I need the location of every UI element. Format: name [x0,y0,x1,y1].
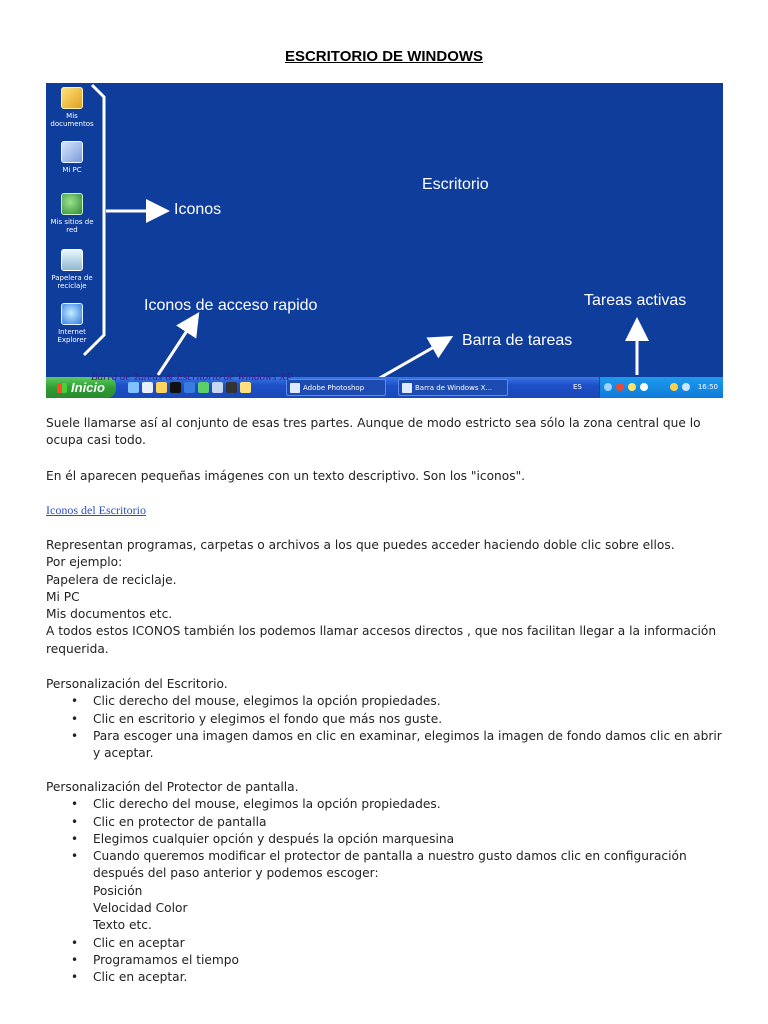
quick-launch-media-icon[interactable] [170,382,181,393]
paragraph-line: Por ejemplo: [46,555,123,570]
section-heading: Personalización del Protector de pantalla. [46,780,299,794]
language-indicator[interactable]: ES [573,383,582,391]
tray-app-icon[interactable] [670,383,678,391]
sub-line: Velocidad Color [93,901,188,916]
arrow-acceso-rapido [158,317,196,375]
windows-flag-icon [57,383,67,393]
label-barra-tareas: Barra de tareas [462,332,573,349]
tray-clock: 16:50 [697,383,718,391]
tray-network-icon[interactable] [604,383,612,391]
list-item: • Programamos el tiempo [93,952,726,969]
paragraph-line: Representan programas, carpetas o archivos a los que puedes acceder haciendo doble clic sobre ellos. [46,538,675,552]
paragraph-1: Suele llamarse así al conjunto de esas tres partes. Aunque de modo estricto sea sólo la zona central que lo ocupa casi todo. [46,416,701,448]
bullet-list [46,796,726,882]
desktop-screenshot [46,83,723,398]
quick-launch-folder-icon[interactable] [156,382,167,393]
link-block [46,502,146,519]
sub-options [46,883,726,935]
desktop-icon-label: Mis documentos [50,112,94,128]
label-acceso-rapido: Iconos de acceso rapido [144,297,318,314]
list-item: • Para escoger una imagen damos en clic en examinar, elegimos la imagen de fondo damos clic en abrir y aceptar. [93,728,726,763]
task-label: Barra de Windows X... [415,384,493,392]
window-icon [402,383,412,393]
section-escritorio [46,676,726,762]
paragraph-line: A todos estos ICONOS también los podemos llamar accesos directos , que nos facilitan llegar a la información requerida. [46,624,717,656]
label-iconos: Iconos [174,201,222,218]
image-caption-watermark: Barra de Tareas & Escritorio de Windows XP [91,371,293,383]
section-heading: Personalización del Escritorio. [46,677,228,691]
desktop-icon-label: Mi PC [62,166,82,174]
desktop-icon-label: Mis sitios de red [50,218,94,234]
bracket-line [84,85,104,355]
taskbar-task-barra[interactable] [398,379,508,396]
paragraph-2: En él aparecen pequeñas imágenes con un texto descriptivo. Son los "iconos". [46,469,526,483]
tray-app-icon[interactable] [682,383,690,391]
sub-line: Posición [93,883,143,898]
paragraph-intro [46,415,726,450]
sub-line: Texto etc. [93,918,152,933]
quick-launch-app-icon[interactable] [198,382,209,393]
tray-volume-icon[interactable] [640,383,648,391]
bullet-list [46,935,726,987]
list-item: • Clic en aceptar. [93,969,726,986]
tray-security-icon[interactable] [616,383,624,391]
list-item: • Clic en protector de pantalla [93,814,726,831]
list-item: • Cuando queremos modificar el protector de pantalla a nuestro gusto damos clic en configuración después del paso anterior y podemos escoger: [93,848,726,883]
task-label: Adobe Photoshop [303,384,365,392]
paragraph-2-block [46,468,726,485]
label-escritorio: Escritorio [422,176,489,193]
quick-launch-app-icon[interactable] [212,382,223,393]
start-label: Inicio [71,380,105,395]
list-item: • Clic derecho del mouse, elegimos la opción propiedades. [93,796,726,813]
list-item: • Elegimos cualquier opción y después la opción marquesina [93,831,726,848]
label-tareas-activas: Tareas activas [584,292,687,309]
quick-launch-ie-icon[interactable] [128,382,139,393]
photoshop-icon [290,383,300,393]
paragraph-line: Mis documentos etc. [46,607,173,622]
bullet-list [46,693,726,762]
paragraph-line: Mi PC [46,589,80,604]
page-title: ESCRITORIO DE WINDOWS [284,48,484,65]
quick-launch-app-icon[interactable] [184,382,195,393]
list-item: • Clic en escritorio y elegimos el fondo que más nos guste. [93,711,726,728]
section-protector [46,779,726,987]
quick-launch-app-icon[interactable] [240,382,251,393]
tray-app-icon[interactable] [628,383,636,391]
paragraph-3-block [46,537,726,658]
list-item: • Clic en aceptar [93,935,726,952]
system-tray [599,377,723,398]
quick-launch-app-icon[interactable] [226,382,237,393]
iconos-escritorio-link[interactable]: Iconos del Escritorio [46,503,146,517]
desktop-icon-label: Papelera de reciclaje [51,274,93,290]
list-item: • Clic derecho del mouse, elegimos la opción propiedades. [93,693,726,710]
annotation-arrows [46,83,723,398]
desktop-icon-label: Internet Explorer [57,328,87,344]
quick-launch-desktop-icon[interactable] [142,382,153,393]
paragraph-line: Papelera de reciclaje. [46,572,177,587]
taskbar-task-photoshop[interactable] [286,379,386,396]
